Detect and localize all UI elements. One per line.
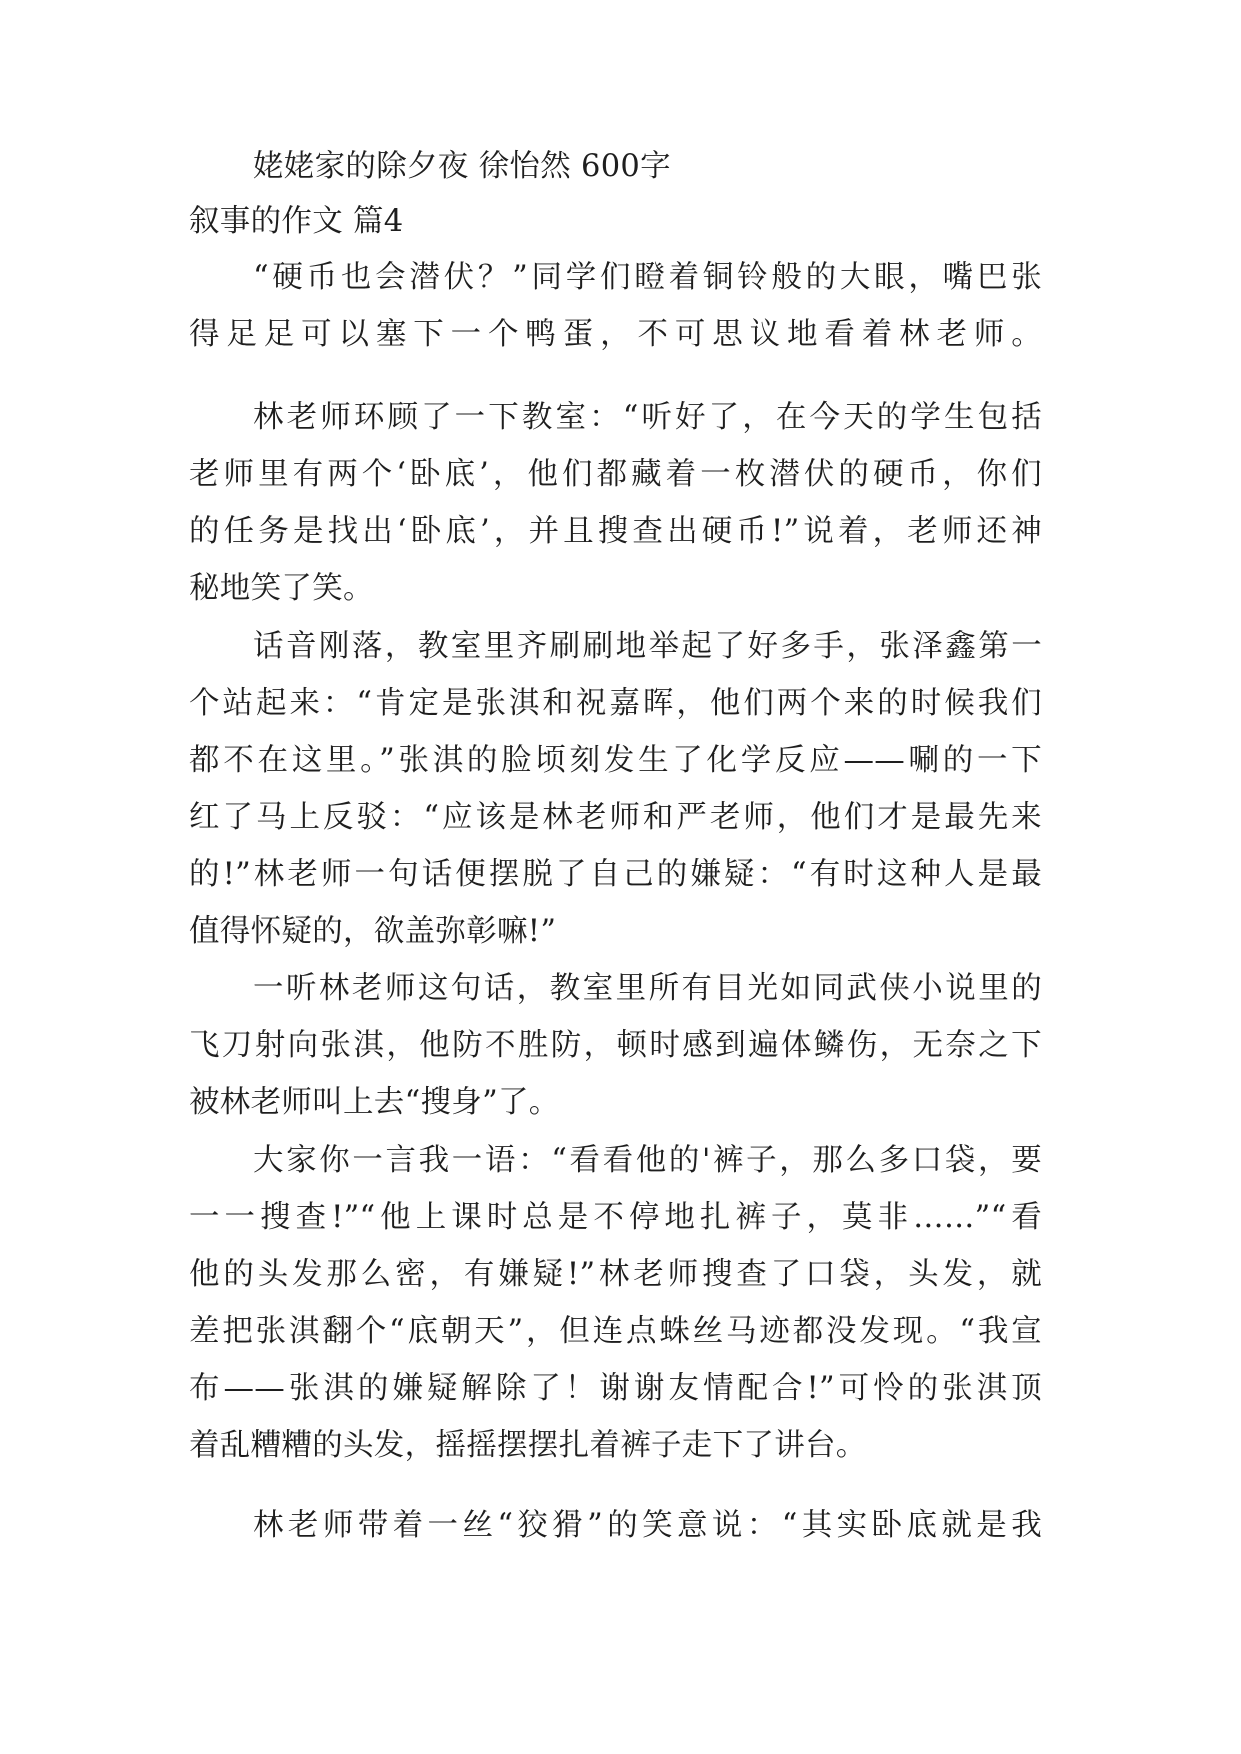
text-line: 的任务是找出‘卧底’，并且搜查出硬币!”说着，老师还神 <box>189 514 1042 549</box>
text-line: 话音刚落，教室里齐刷刷地举起了好多手，张泽鑫第一 <box>253 629 1042 664</box>
text-line: 差把张淇翻个“底朝天”，但连点蛛丝马迹都没发现。“我宣 <box>189 1314 1042 1349</box>
text-line: 一听林老师这句话，教室里所有目光如同武侠小说里的 <box>253 971 1042 1006</box>
text-line: 秘地笑了笑。 <box>189 571 374 606</box>
text-line: 布——张淇的嫌疑解除了！谢谢友情配合!”可怜的张淇顶 <box>189 1371 1042 1406</box>
section-heading: 叙事的作文 篇4 <box>189 204 404 239</box>
text-line: 一一搜查!”“他上课时总是不停地扎裤子，莫非……”“看 <box>189 1200 1042 1235</box>
text-line: 的!”林老师一句话便摆脱了自己的嫌疑：“有时这种人是最 <box>189 857 1042 892</box>
text-line: “硬币也会潜伏？”同学们瞪着铜铃般的大眼，嘴巴张 <box>253 260 1042 295</box>
text-line: 红了马上反驳：“应该是林老师和严老师，他们才是最先来 <box>189 800 1042 835</box>
text-line: 林老师带着一丝“狡猾”的笑意说：“其实卧底就是我 <box>253 1508 1042 1543</box>
text-line: 都不在这里。”张淇的脸顷刻发生了化学反应——唰的一下 <box>189 743 1042 778</box>
text-line: 老师里有两个‘卧底’，他们都藏着一枚潜伏的硬币，你们 <box>189 457 1042 492</box>
text-line: 大家你一言我一语：“看看他的'裤子，那么多口袋，要 <box>253 1143 1042 1178</box>
text-line: 他的头发那么密，有嫌疑!”林老师搜查了口袋，头发，就 <box>189 1257 1042 1292</box>
text-line: 个站起来：“肯定是张淇和祝嘉晖，他们两个来的时候我们 <box>189 686 1042 721</box>
text-line: 着乱糟糟的头发，摇摇摆摆扎着裤子走下了讲台。 <box>189 1428 867 1463</box>
text-line: 飞刀射向张淇，他防不胜防，顿时感到遍体鳞伤，无奈之下 <box>189 1028 1042 1063</box>
text-line: 值得怀疑的，欲盖弥彰嘛!” <box>189 914 557 949</box>
text-line: 被林老师叫上去“搜身”了。 <box>189 1085 560 1120</box>
text-line: 林老师环顾了一下教室：“听好了，在今天的学生包括 <box>253 400 1042 435</box>
text-line: 得足足可以塞下一个鸭蛋，不可思议地看着林老师。 <box>189 317 1042 352</box>
previous-essay-title: 姥姥家的除夕夜 徐怡然 600字 <box>253 149 671 184</box>
